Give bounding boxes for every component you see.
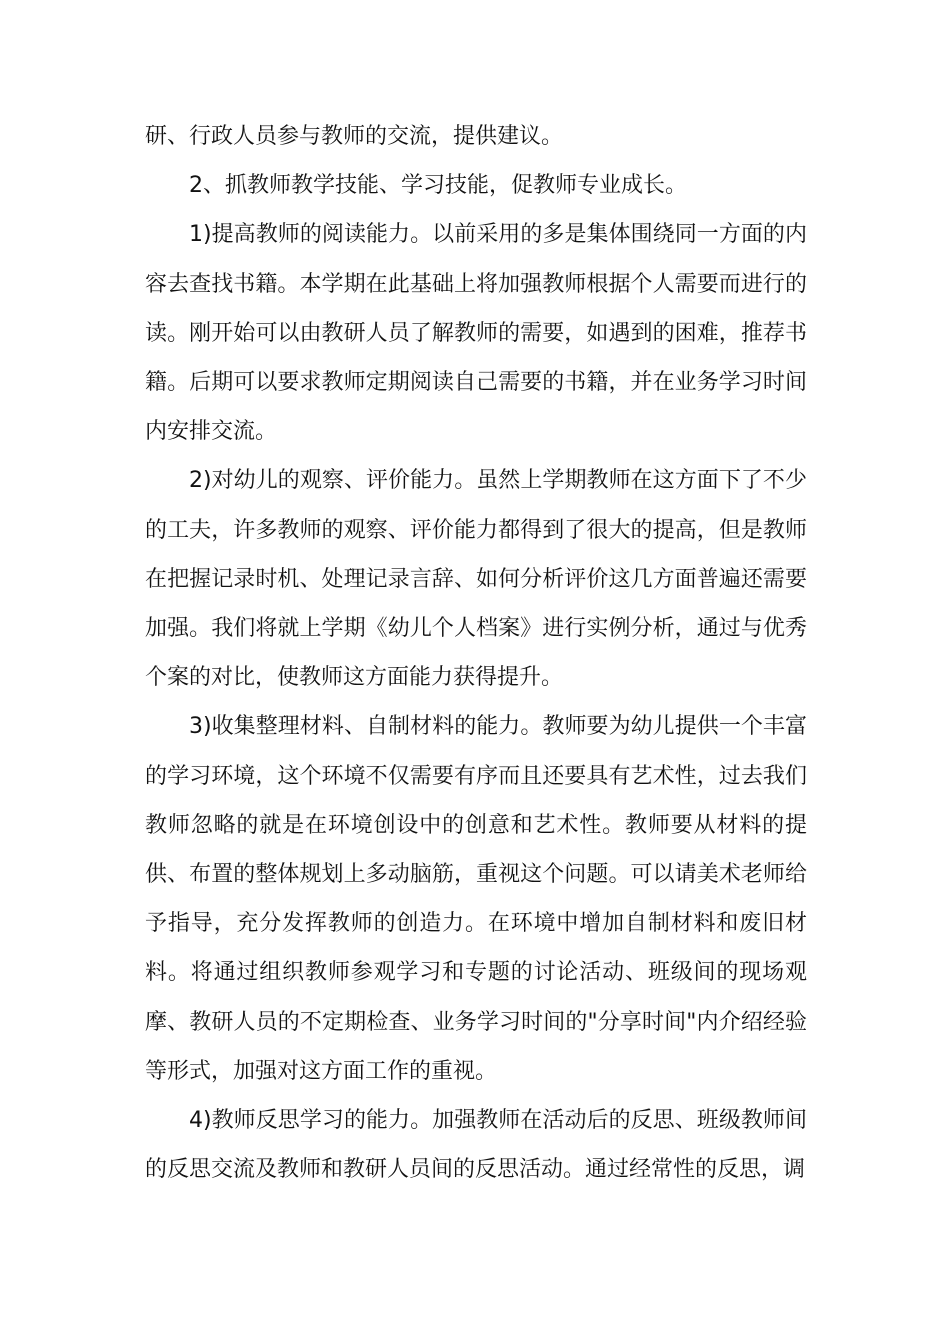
paragraph-reading-ability: 1)提高教师的阅读能力。以前采用的多是集体围绕同一方面的内容去查找书籍。本学期在此基础上将加强教师根据个人需要而进行的读。刚开始可以由教研人员了解教师的需要，如遇到的困难，推荐书籍。后期可以要求教师定期阅读自己需要的书籍，并在业务学习时间内安排交流。	[145, 222, 807, 445]
paragraph-continuation: 研、行政人员参与教师的交流，提供建议。	[145, 124, 564, 149]
paragraph-observation-ability: 2)对幼儿的观察、评价能力。虽然上学期教师在这方面下了不少的工夫，许多教师的观察、评价能力都得到了很大的提高，但是教师在把握记录时机、处理记录言辞、如何分析评价这几方面普遍还需要加强。我们将就上学期《幼儿个人档案》进行实例分析，通过与优秀个案的对比，使教师这方面能力获得提升。	[145, 468, 807, 691]
body-text	[145, 112, 807, 1194]
paragraph-reflection-ability: 4)教师反思学习的能力。加强教师在活动后的反思、班级教师间的反思交流及教师和教研人员间的反思活动。通过经常性的反思，调	[145, 1108, 807, 1183]
paragraph-materials-ability: 3)收集整理材料、自制材料的能力。教师要为幼儿提供一个丰富的学习环境，这个环境不仅需要有序而且还要具有艺术性，过去我们教师忽略的就是在环境创设中的创意和艺术性。教师要从材料的提供、布置的整体规划上多动脑筋，重视这个问题。可以请美术老师给予指导，充分发挥教师的创造力。在环境中增加自制材料和废旧材料。将通过组织教师参观学习和专题的讨论活动、班级间的现场观摩、教研人员的不定期检查、业务学习时间的"分享时间"内介绍经验等形式，加强对这方面工作的重视。	[145, 714, 807, 1084]
paragraph-section-heading: 2、抓教师教学技能、学习技能，促教师专业成长。	[189, 173, 687, 199]
